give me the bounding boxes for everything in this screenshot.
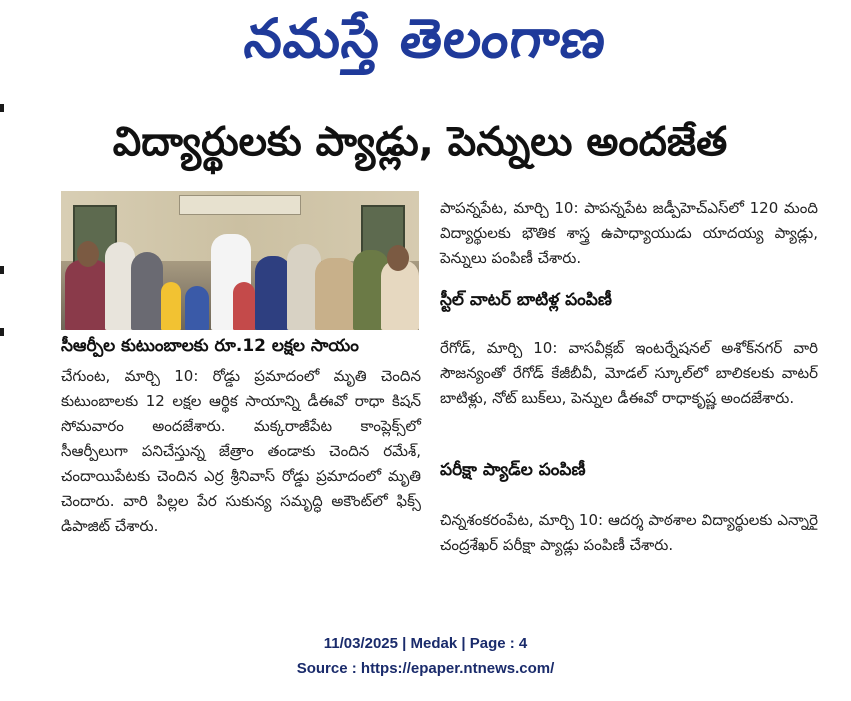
page-edge-mark [0,104,4,112]
photo-person [315,258,357,330]
page-edge-mark [0,266,4,274]
right-article-intro-text: పాపన్నపేట, మార్చి 10: పాపన్నపేట జడ్పీహెచ్ఎస్‌లో 120 మంది విద్యార్థులకు భౌతిక శాస్త్ర ఉపాధ్యాయుడు యాదయ్య ప్యాడ్లు, పెన్నులు పంపిణీ చేశారు. [440,199,818,267]
photo-person-head [77,241,99,267]
footer-source-line: Source : https://epaper.ntnews.com/ [296,660,555,677]
right-article-body-1 [440,336,818,411]
photo-person [233,282,255,330]
photo-person [131,252,163,330]
right-article-intro [440,196,818,271]
photo-person-head [387,245,409,271]
photo-person [185,286,209,330]
left-article-text: చేగుంట, మార్చి 10: రోడ్డు ప్రమాదంలో మృతి చెందిన కుటుంబాలకు 12 లక్షల ఆర్థిక సాయాన్ని డీఈవో రాధా కిషన్ సోమవారం అందజేశారు. మక్కరాజీపేట కాంప్లెక్స్‌లో సీఆర్పీలుగా పనిచేస్తున్న జేత్రాం తండాకు చెందిన రమేశ్, చందాయిపేటకు చెందిన ఎర్ర శ్రీనివాస్ రోడ్డు ప్రమాదంలో మృతి చెందారు. వారి పిల్లల పేర సుకున్య సమృద్ధి అకౌంట్‌లో ఫిక్స్ డిపాజిట్ చేశారు. [61,367,421,535]
right-article-heading-2: పరీక్షా ప్యాడ్‌ల పంపిణీ [440,460,586,480]
right-article-body-2-text: చిన్నశంకరంపేట, మార్చి 10: ఆదర్శ పాఠశాల విద్యార్థులకు ఎన్నారై చంద్రశేఖర్ పరీక్షా ప్యాడ్లు పంపిణీ చేశారు. [440,511,818,554]
page-edge-mark [0,328,4,336]
news-photo [61,191,419,330]
left-article-subhead: సీఆర్పీల కుటుంబాలకు రూ.12 లక్షల సాయం [61,336,359,356]
right-article-heading-1: స్టీల్ వాటర్ బాటిళ్ల పంపిణీ [440,290,612,310]
footer-date-line: 11/03/2025 | Medak | Page : 4 [323,635,528,652]
masthead-title: నమస్తే తెలంగాణ [241,7,610,70]
photo-sign [179,195,301,215]
photo-person [161,282,181,330]
right-article-body-1-text: రేగోడ్, మార్చి 10: వాసవీక్లబ్ ఇంటర్నేషనల్ అశోక్‌నగర్ వారి సౌజన్యంతో రేగోడ్ కేజీబీవీ, మోడల్ స్కూల్‌లో బాలికలకు వాటర్ బాటిళ్లు, నోట్ బుక్‌లు, పెన్నుల డీఈవో రాధాకృష్ణ అందజేశారు. [440,339,818,407]
left-article-body [61,364,421,539]
photo-person [255,256,291,330]
right-article-body-2 [440,508,818,558]
headline: విద్యార్థులకు ప్యాడ్లు, పెన్నులు అందజేత [112,119,728,165]
